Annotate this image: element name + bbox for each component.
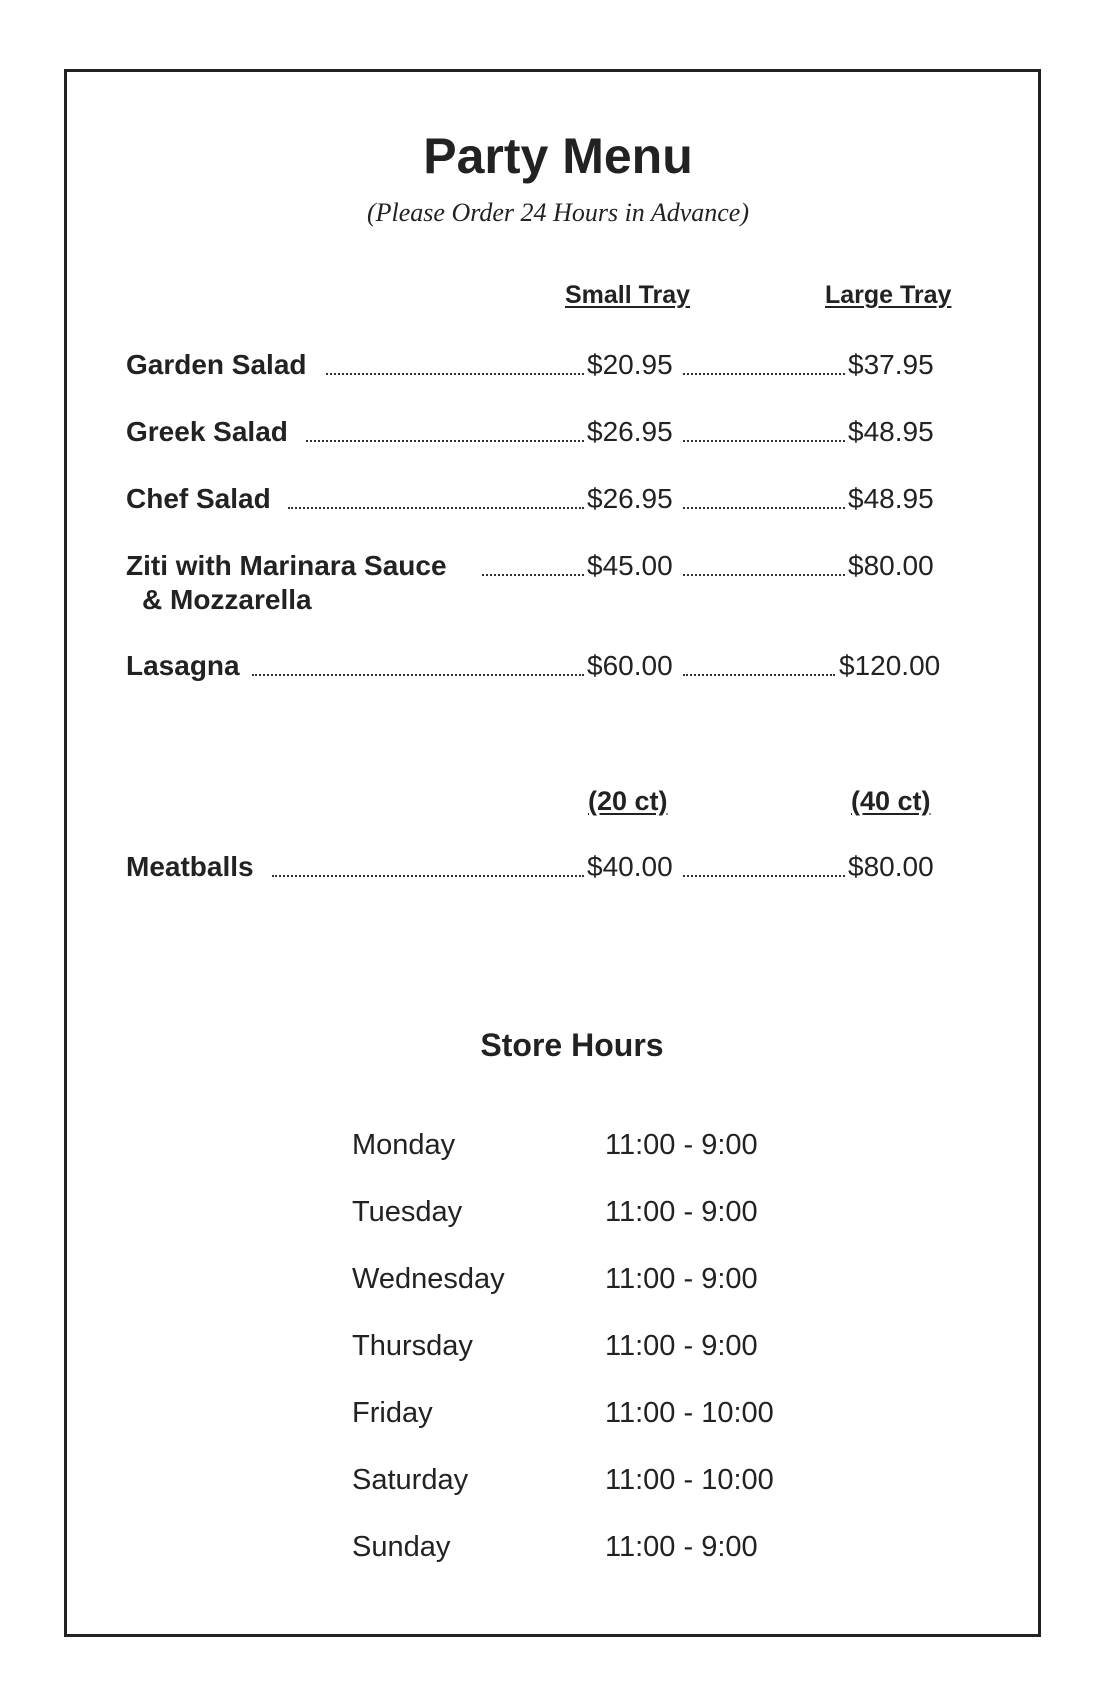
hours-row-tuesday <box>352 1194 852 1230</box>
item-name: Lasagna <box>126 650 240 681</box>
menu-item-meatballs <box>126 849 956 885</box>
menu-item-chef-salad <box>126 481 956 517</box>
hours-value: 11:00 - 9:00 <box>605 1196 758 1228</box>
menu-item-ziti <box>126 548 956 620</box>
large-price: $37.95 <box>848 349 934 380</box>
small-price: $40.00 <box>587 851 673 882</box>
hours-value: 11:00 - 10:00 <box>605 1397 774 1429</box>
large-tray-header: Large Tray <box>825 281 952 309</box>
leader-dots <box>326 373 584 375</box>
hours-row-saturday <box>352 1462 852 1498</box>
large-price: $48.95 <box>848 416 934 447</box>
leader-dots <box>683 440 845 442</box>
large-price: $48.95 <box>848 483 934 514</box>
leader-dots <box>306 440 584 442</box>
hours-value: 11:00 - 10:00 <box>605 1464 774 1496</box>
hours-value: 11:00 - 9:00 <box>605 1129 758 1161</box>
hours-value: 11:00 - 9:00 <box>605 1531 758 1563</box>
menu-item-greek-salad <box>126 414 956 450</box>
large-price: $80.00 <box>848 851 934 882</box>
menu-item-lasagna <box>126 648 956 684</box>
leader-dots <box>683 674 835 676</box>
day-label: Friday <box>352 1397 433 1429</box>
day-label: Thursday <box>352 1330 473 1362</box>
large-price: $120.00 <box>839 650 941 681</box>
leader-dots <box>288 507 584 509</box>
leader-dots <box>683 507 845 509</box>
day-label: Sunday <box>352 1531 451 1563</box>
menu-title: Party Menu <box>423 128 693 184</box>
day-label: Saturday <box>352 1464 469 1496</box>
leader-dots <box>482 574 584 576</box>
menu-item-garden-salad <box>126 347 956 383</box>
small-price: $20.95 <box>587 349 673 380</box>
day-label: Wednesday <box>352 1263 505 1295</box>
leader-dots <box>683 574 845 576</box>
small-tray-header: Small Tray <box>565 281 691 309</box>
leader-dots <box>252 674 584 676</box>
menu-subtitle: (Please Order 24 Hours in Advance) <box>367 198 749 227</box>
leader-dots <box>683 373 845 375</box>
hours-value: 11:00 - 9:00 <box>605 1330 758 1362</box>
small-price: $60.00 <box>587 650 673 681</box>
small-price: $45.00 <box>587 550 673 581</box>
day-label: Monday <box>352 1129 456 1161</box>
store-hours-title: Store Hours <box>480 1027 664 1063</box>
hours-row-thursday <box>352 1328 852 1364</box>
item-name: Chef Salad <box>126 483 271 514</box>
small-price: $26.95 <box>587 416 673 447</box>
leader-dots <box>272 875 584 877</box>
hours-value: 11:00 - 9:00 <box>605 1263 758 1295</box>
item-name: Garden Salad <box>126 349 307 380</box>
item-name: Meatballs <box>126 851 254 882</box>
hours-row-monday <box>352 1127 852 1163</box>
leader-dots <box>683 875 845 877</box>
item-name: Greek Salad <box>126 416 288 447</box>
hours-row-friday <box>352 1395 852 1431</box>
small-count-header: (20 ct) <box>588 786 668 816</box>
item-name-continued: & Mozzarella <box>142 584 312 615</box>
hours-row-wednesday <box>352 1261 852 1297</box>
item-name: Ziti with Marinara Sauce <box>126 550 447 581</box>
day-label: Tuesday <box>352 1196 463 1228</box>
large-price: $80.00 <box>848 550 934 581</box>
hours-row-sunday <box>352 1529 852 1565</box>
small-price: $26.95 <box>587 483 673 514</box>
large-count-header: (40 ct) <box>851 786 931 816</box>
